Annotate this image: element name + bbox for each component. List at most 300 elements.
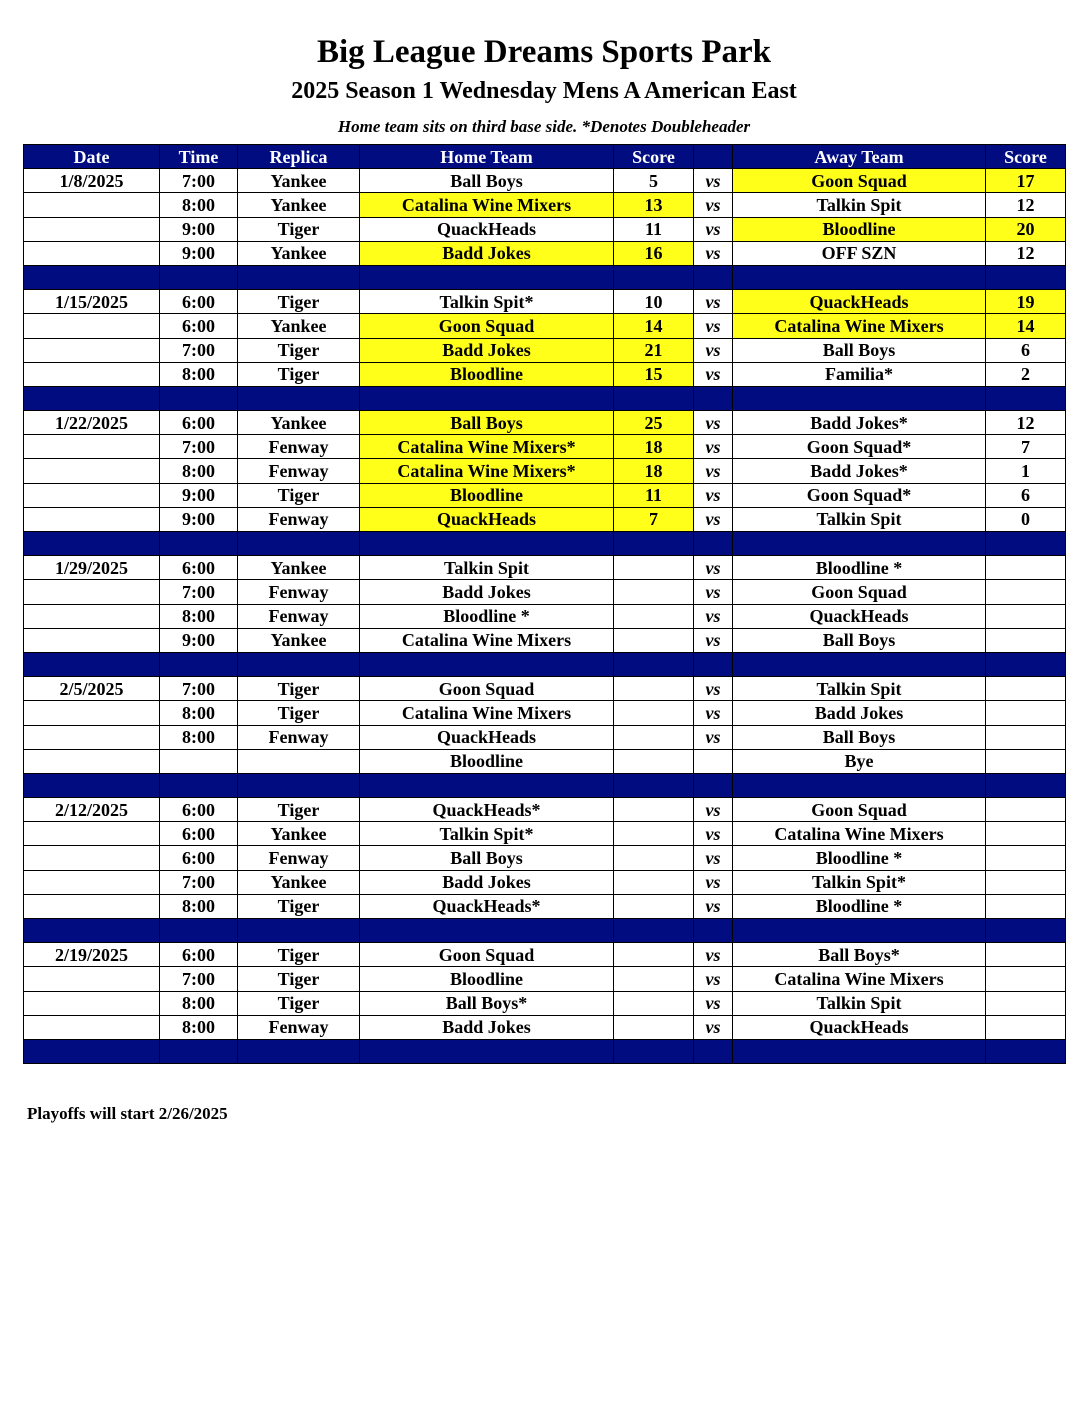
separator-cell bbox=[160, 265, 238, 289]
away-team-cell: Bye bbox=[733, 749, 986, 773]
time-cell: 8:00 bbox=[160, 991, 238, 1015]
game-row bbox=[24, 1015, 1066, 1039]
home-team-cell: QuackHeads bbox=[360, 507, 614, 531]
date-cell bbox=[24, 241, 160, 265]
separator-cell bbox=[160, 1039, 238, 1063]
vs-cell: vs bbox=[694, 556, 733, 580]
field-cell: Fenway bbox=[238, 580, 360, 604]
time-cell: 6:00 bbox=[160, 411, 238, 435]
time-cell: 6:00 bbox=[160, 290, 238, 314]
time-cell: 9:00 bbox=[160, 628, 238, 652]
vs-cell bbox=[694, 749, 733, 773]
away-team-cell: QuackHeads bbox=[733, 290, 986, 314]
home-team-cell: Talkin Spit* bbox=[360, 822, 614, 846]
week-separator-row bbox=[24, 265, 1066, 289]
date-cell bbox=[24, 580, 160, 604]
separator-cell bbox=[238, 386, 360, 410]
game-row bbox=[24, 749, 1066, 773]
home-score-cell bbox=[614, 604, 694, 628]
away-team-cell: Catalina Wine Mixers bbox=[733, 822, 986, 846]
time-cell: 6:00 bbox=[160, 556, 238, 580]
away-team-cell: Badd Jokes bbox=[733, 701, 986, 725]
home-team-cell: Talkin Spit* bbox=[360, 290, 614, 314]
game-row bbox=[24, 338, 1066, 362]
game-row bbox=[24, 241, 1066, 265]
field-cell: Tiger bbox=[238, 991, 360, 1015]
home-team-cell: Badd Jokes bbox=[360, 241, 614, 265]
time-cell: 9:00 bbox=[160, 483, 238, 507]
away-score-cell: 0 bbox=[986, 507, 1066, 531]
time-cell: 6:00 bbox=[160, 943, 238, 967]
game-row bbox=[24, 604, 1066, 628]
game-row bbox=[24, 169, 1066, 193]
separator-cell bbox=[986, 386, 1066, 410]
separator-cell bbox=[360, 1039, 614, 1063]
game-row bbox=[24, 967, 1066, 991]
home-score-cell bbox=[614, 846, 694, 870]
vs-cell: vs bbox=[694, 870, 733, 894]
separator-cell bbox=[24, 919, 160, 943]
away-score-cell bbox=[986, 628, 1066, 652]
home-team-cell: Badd Jokes bbox=[360, 580, 614, 604]
game-row bbox=[24, 435, 1066, 459]
time-cell: 7:00 bbox=[160, 967, 238, 991]
time-cell: 9:00 bbox=[160, 507, 238, 531]
separator-cell bbox=[360, 265, 614, 289]
date-cell bbox=[24, 217, 160, 241]
away-team-cell: Talkin Spit bbox=[733, 193, 986, 217]
field-cell: Tiger bbox=[238, 967, 360, 991]
home-score-cell bbox=[614, 870, 694, 894]
home-score-cell: 7 bbox=[614, 507, 694, 531]
away-score-cell bbox=[986, 822, 1066, 846]
field-cell: Yankee bbox=[238, 193, 360, 217]
away-score-cell: 12 bbox=[986, 193, 1066, 217]
home-score-cell: 25 bbox=[614, 411, 694, 435]
field-cell: Tiger bbox=[238, 483, 360, 507]
field-cell: Tiger bbox=[238, 943, 360, 967]
time-cell: 9:00 bbox=[160, 241, 238, 265]
vs-cell: vs bbox=[694, 798, 733, 822]
game-row bbox=[24, 507, 1066, 531]
column-header-home-score: Score bbox=[614, 145, 694, 169]
time-cell: 7:00 bbox=[160, 338, 238, 362]
vs-cell: vs bbox=[694, 967, 733, 991]
away-team-cell: Ball Boys* bbox=[733, 943, 986, 967]
home-team-cell: Badd Jokes bbox=[360, 338, 614, 362]
separator-cell bbox=[986, 532, 1066, 556]
separator-cell bbox=[238, 532, 360, 556]
separator-cell bbox=[24, 652, 160, 676]
vs-cell: vs bbox=[694, 943, 733, 967]
field-cell: Tiger bbox=[238, 894, 360, 918]
field-cell: Fenway bbox=[238, 507, 360, 531]
away-score-cell: 19 bbox=[986, 290, 1066, 314]
away-score-cell: 12 bbox=[986, 241, 1066, 265]
away-team-cell: Ball Boys bbox=[733, 725, 986, 749]
away-score-cell: 14 bbox=[986, 314, 1066, 338]
vs-cell: vs bbox=[694, 677, 733, 701]
field-cell: Fenway bbox=[238, 846, 360, 870]
away-score-cell bbox=[986, 580, 1066, 604]
home-team-cell: QuackHeads* bbox=[360, 798, 614, 822]
separator-cell bbox=[694, 265, 733, 289]
column-header-away-team: Away Team bbox=[733, 145, 986, 169]
away-score-cell: 6 bbox=[986, 338, 1066, 362]
column-header-vs bbox=[694, 145, 733, 169]
away-team-cell: QuackHeads bbox=[733, 604, 986, 628]
vs-cell: vs bbox=[694, 846, 733, 870]
separator-cell bbox=[694, 386, 733, 410]
away-score-cell bbox=[986, 749, 1066, 773]
time-cell: 6:00 bbox=[160, 846, 238, 870]
column-header-away-score: Score bbox=[986, 145, 1066, 169]
week-separator-row bbox=[24, 386, 1066, 410]
vs-cell: vs bbox=[694, 411, 733, 435]
home-score-cell bbox=[614, 943, 694, 967]
home-score-cell: 13 bbox=[614, 193, 694, 217]
vs-cell: vs bbox=[694, 193, 733, 217]
separator-cell bbox=[986, 265, 1066, 289]
home-score-cell bbox=[614, 967, 694, 991]
date-cell: 1/15/2025 bbox=[24, 290, 160, 314]
away-team-cell: Catalina Wine Mixers bbox=[733, 967, 986, 991]
away-score-cell bbox=[986, 967, 1066, 991]
away-team-cell: Goon Squad bbox=[733, 580, 986, 604]
home-score-cell bbox=[614, 556, 694, 580]
field-cell: Yankee bbox=[238, 628, 360, 652]
separator-cell bbox=[986, 1039, 1066, 1063]
game-row bbox=[24, 411, 1066, 435]
away-team-cell: Talkin Spit bbox=[733, 507, 986, 531]
home-score-cell bbox=[614, 749, 694, 773]
date-cell bbox=[24, 459, 160, 483]
vs-cell: vs bbox=[694, 459, 733, 483]
game-row bbox=[24, 677, 1066, 701]
separator-cell bbox=[614, 919, 694, 943]
schedule-table bbox=[23, 144, 1066, 1064]
away-score-cell: 2 bbox=[986, 362, 1066, 386]
separator-cell bbox=[986, 919, 1066, 943]
separator-cell bbox=[733, 1039, 986, 1063]
date-cell bbox=[24, 362, 160, 386]
away-team-cell: Bloodline bbox=[733, 217, 986, 241]
separator-cell bbox=[238, 1039, 360, 1063]
separator-cell bbox=[160, 532, 238, 556]
home-team-cell: Catalina Wine Mixers bbox=[360, 701, 614, 725]
column-header-replica: Replica bbox=[238, 145, 360, 169]
home-team-cell: Bloodline bbox=[360, 362, 614, 386]
separator-cell bbox=[238, 919, 360, 943]
vs-cell: vs bbox=[694, 435, 733, 459]
time-cell: 7:00 bbox=[160, 870, 238, 894]
separator-cell bbox=[614, 386, 694, 410]
home-team-cell: Ball Boys bbox=[360, 411, 614, 435]
date-cell bbox=[24, 991, 160, 1015]
field-cell: Fenway bbox=[238, 1015, 360, 1039]
field-cell: Yankee bbox=[238, 241, 360, 265]
game-row bbox=[24, 870, 1066, 894]
date-cell: 2/5/2025 bbox=[24, 677, 160, 701]
game-row bbox=[24, 217, 1066, 241]
home-score-cell: 11 bbox=[614, 217, 694, 241]
home-team-cell: Catalina Wine Mixers* bbox=[360, 459, 614, 483]
separator-cell bbox=[24, 1039, 160, 1063]
time-cell: 6:00 bbox=[160, 314, 238, 338]
away-score-cell bbox=[986, 870, 1066, 894]
field-cell: Tiger bbox=[238, 217, 360, 241]
home-team-cell: Goon Squad bbox=[360, 677, 614, 701]
home-team-cell: Catalina Wine Mixers* bbox=[360, 435, 614, 459]
field-cell: Tiger bbox=[238, 701, 360, 725]
home-team-cell: Bloodline bbox=[360, 967, 614, 991]
separator-cell bbox=[614, 1039, 694, 1063]
field-cell bbox=[238, 749, 360, 773]
page-title: Big League Dreams Sports Park bbox=[316, 34, 772, 70]
away-team-cell: Talkin Spit* bbox=[733, 870, 986, 894]
separator-cell bbox=[24, 265, 160, 289]
field-cell: Tiger bbox=[238, 338, 360, 362]
separator-cell bbox=[733, 532, 986, 556]
away-team-cell: QuackHeads bbox=[733, 1015, 986, 1039]
home-score-cell bbox=[614, 725, 694, 749]
time-cell: 6:00 bbox=[160, 822, 238, 846]
date-cell bbox=[24, 822, 160, 846]
away-score-cell: 7 bbox=[986, 435, 1066, 459]
header-row bbox=[24, 145, 1066, 169]
vs-cell: vs bbox=[694, 338, 733, 362]
away-score-cell bbox=[986, 798, 1066, 822]
game-row bbox=[24, 822, 1066, 846]
time-cell bbox=[160, 749, 238, 773]
away-team-cell: Goon Squad* bbox=[733, 483, 986, 507]
home-score-cell bbox=[614, 822, 694, 846]
column-header-time: Time bbox=[160, 145, 238, 169]
date-cell bbox=[24, 604, 160, 628]
vs-cell: vs bbox=[694, 169, 733, 193]
home-score-cell: 14 bbox=[614, 314, 694, 338]
separator-cell bbox=[238, 652, 360, 676]
vs-cell: vs bbox=[694, 991, 733, 1015]
separator-cell bbox=[24, 386, 160, 410]
week-separator-row bbox=[24, 532, 1066, 556]
home-score-cell bbox=[614, 580, 694, 604]
time-cell: 7:00 bbox=[160, 677, 238, 701]
week-separator-row bbox=[24, 919, 1066, 943]
away-team-cell: Catalina Wine Mixers bbox=[733, 314, 986, 338]
home-score-cell bbox=[614, 798, 694, 822]
separator-cell bbox=[694, 1039, 733, 1063]
field-cell: Yankee bbox=[238, 411, 360, 435]
home-team-cell: Ball Boys bbox=[360, 846, 614, 870]
home-score-cell bbox=[614, 894, 694, 918]
game-row bbox=[24, 798, 1066, 822]
away-team-cell: Goon Squad* bbox=[733, 435, 986, 459]
page-subtitle: 2025 Season 1 Wednesday Mens A American East bbox=[291, 78, 797, 104]
field-cell: Yankee bbox=[238, 314, 360, 338]
time-cell: 8:00 bbox=[160, 1015, 238, 1039]
vs-cell: vs bbox=[694, 1015, 733, 1039]
field-cell: Yankee bbox=[238, 556, 360, 580]
time-cell: 8:00 bbox=[160, 193, 238, 217]
away-score-cell: 20 bbox=[986, 217, 1066, 241]
away-score-cell bbox=[986, 1015, 1066, 1039]
separator-cell bbox=[360, 532, 614, 556]
home-team-cell: QuackHeads bbox=[360, 217, 614, 241]
away-score-cell bbox=[986, 725, 1066, 749]
home-team-cell: Goon Squad bbox=[360, 314, 614, 338]
time-cell: 8:00 bbox=[160, 894, 238, 918]
game-row bbox=[24, 943, 1066, 967]
field-cell: Tiger bbox=[238, 798, 360, 822]
separator-cell bbox=[360, 386, 614, 410]
field-cell: Yankee bbox=[238, 822, 360, 846]
date-cell bbox=[24, 846, 160, 870]
game-row bbox=[24, 483, 1066, 507]
away-score-cell bbox=[986, 846, 1066, 870]
separator-cell bbox=[360, 652, 614, 676]
home-team-cell: Goon Squad bbox=[360, 943, 614, 967]
home-score-cell bbox=[614, 1015, 694, 1039]
home-team-cell: QuackHeads* bbox=[360, 894, 614, 918]
field-cell: Yankee bbox=[238, 870, 360, 894]
time-cell: 8:00 bbox=[160, 604, 238, 628]
home-team-cell: Ball Boys bbox=[360, 169, 614, 193]
away-team-cell: Bloodline * bbox=[733, 556, 986, 580]
away-team-cell: Talkin Spit bbox=[733, 991, 986, 1015]
game-row bbox=[24, 362, 1066, 386]
home-score-cell bbox=[614, 628, 694, 652]
home-score-cell: 11 bbox=[614, 483, 694, 507]
home-team-cell: Catalina Wine Mixers bbox=[360, 628, 614, 652]
separator-cell bbox=[360, 919, 614, 943]
date-cell: 2/19/2025 bbox=[24, 943, 160, 967]
vs-cell: vs bbox=[694, 241, 733, 265]
home-team-cell: Bloodline bbox=[360, 483, 614, 507]
vs-cell: vs bbox=[694, 580, 733, 604]
separator-cell bbox=[360, 773, 614, 797]
week-separator-row bbox=[24, 773, 1066, 797]
column-header-date: Date bbox=[24, 145, 160, 169]
away-score-cell bbox=[986, 677, 1066, 701]
game-row bbox=[24, 991, 1066, 1015]
away-team-cell: Familia* bbox=[733, 362, 986, 386]
separator-cell bbox=[24, 773, 160, 797]
time-cell: 8:00 bbox=[160, 701, 238, 725]
date-cell bbox=[24, 749, 160, 773]
date-cell bbox=[24, 193, 160, 217]
vs-cell: vs bbox=[694, 507, 733, 531]
time-cell: 7:00 bbox=[160, 580, 238, 604]
field-cell: Fenway bbox=[238, 725, 360, 749]
separator-cell bbox=[160, 773, 238, 797]
field-cell: Fenway bbox=[238, 459, 360, 483]
field-cell: Tiger bbox=[238, 677, 360, 701]
date-cell bbox=[24, 725, 160, 749]
date-cell: 1/29/2025 bbox=[24, 556, 160, 580]
time-cell: 8:00 bbox=[160, 459, 238, 483]
away-score-cell: 17 bbox=[986, 169, 1066, 193]
date-cell bbox=[24, 507, 160, 531]
separator-cell bbox=[733, 773, 986, 797]
date-cell bbox=[24, 628, 160, 652]
away-score-cell bbox=[986, 556, 1066, 580]
game-row bbox=[24, 628, 1066, 652]
time-cell: 7:00 bbox=[160, 435, 238, 459]
away-score-cell bbox=[986, 991, 1066, 1015]
away-score-cell bbox=[986, 604, 1066, 628]
home-team-cell: Badd Jokes bbox=[360, 870, 614, 894]
away-team-cell: Ball Boys bbox=[733, 338, 986, 362]
home-score-cell: 10 bbox=[614, 290, 694, 314]
separator-cell bbox=[160, 652, 238, 676]
time-cell: 8:00 bbox=[160, 725, 238, 749]
game-row bbox=[24, 556, 1066, 580]
game-row bbox=[24, 894, 1066, 918]
separator-cell bbox=[238, 773, 360, 797]
date-cell bbox=[24, 338, 160, 362]
home-score-cell: 18 bbox=[614, 435, 694, 459]
date-cell bbox=[24, 870, 160, 894]
field-cell: Yankee bbox=[238, 169, 360, 193]
doubleheader-note: Home team sits on third base side. *Denotes Doubleheader bbox=[337, 117, 751, 136]
date-cell bbox=[24, 483, 160, 507]
time-cell: 7:00 bbox=[160, 169, 238, 193]
date-cell bbox=[24, 701, 160, 725]
separator-cell bbox=[733, 652, 986, 676]
separator-cell bbox=[694, 773, 733, 797]
vs-cell: vs bbox=[694, 725, 733, 749]
game-row bbox=[24, 314, 1066, 338]
vs-cell: vs bbox=[694, 314, 733, 338]
date-cell bbox=[24, 435, 160, 459]
date-cell bbox=[24, 894, 160, 918]
date-cell bbox=[24, 1015, 160, 1039]
separator-cell bbox=[24, 532, 160, 556]
vs-cell: vs bbox=[694, 362, 733, 386]
field-cell: Fenway bbox=[238, 604, 360, 628]
game-row bbox=[24, 580, 1066, 604]
away-score-cell: 12 bbox=[986, 411, 1066, 435]
vs-cell: vs bbox=[694, 701, 733, 725]
week-separator-row bbox=[24, 1039, 1066, 1063]
home-score-cell bbox=[614, 677, 694, 701]
vs-cell: vs bbox=[694, 217, 733, 241]
home-score-cell: 15 bbox=[614, 362, 694, 386]
away-score-cell: 1 bbox=[986, 459, 1066, 483]
separator-cell bbox=[694, 532, 733, 556]
playoffs-note: Playoffs will start 2/26/2025 bbox=[27, 1104, 228, 1123]
home-team-cell: QuackHeads bbox=[360, 725, 614, 749]
away-team-cell: Badd Jokes* bbox=[733, 411, 986, 435]
vs-cell: vs bbox=[694, 894, 733, 918]
separator-cell bbox=[614, 265, 694, 289]
away-team-cell: Bloodline * bbox=[733, 846, 986, 870]
away-score-cell bbox=[986, 894, 1066, 918]
away-score-cell bbox=[986, 701, 1066, 725]
home-team-cell: Bloodline bbox=[360, 749, 614, 773]
game-row bbox=[24, 846, 1066, 870]
time-cell: 8:00 bbox=[160, 362, 238, 386]
separator-cell bbox=[614, 652, 694, 676]
separator-cell bbox=[733, 919, 986, 943]
date-cell: 2/12/2025 bbox=[24, 798, 160, 822]
away-score-cell bbox=[986, 943, 1066, 967]
away-team-cell: Ball Boys bbox=[733, 628, 986, 652]
vs-cell: vs bbox=[694, 290, 733, 314]
separator-cell bbox=[614, 532, 694, 556]
home-score-cell bbox=[614, 701, 694, 725]
